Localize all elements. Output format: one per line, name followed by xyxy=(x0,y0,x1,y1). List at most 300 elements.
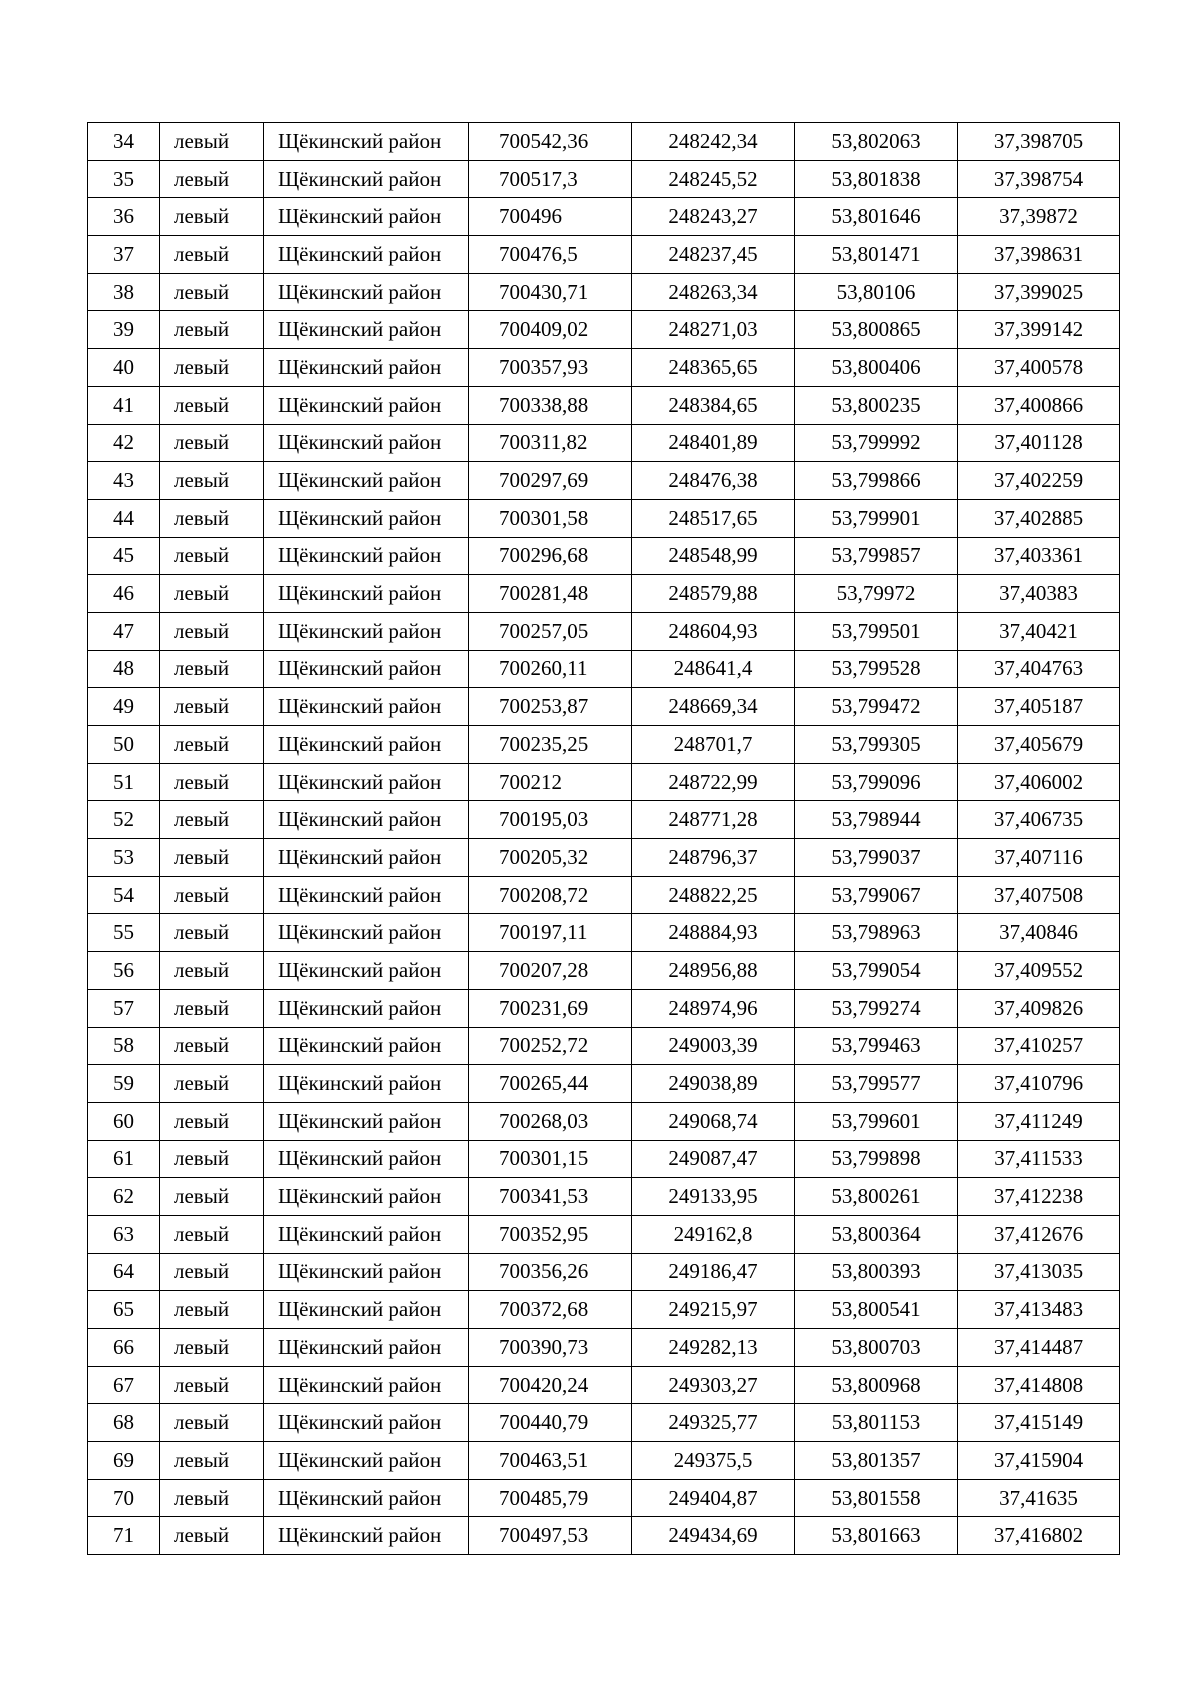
table-row xyxy=(88,160,1120,198)
y-coordinate-cell: 248237,45 xyxy=(632,236,795,274)
coordinates-table xyxy=(87,122,1120,1555)
district-cell: Щёкинский район xyxy=(264,952,469,990)
y-coordinate-cell: 249133,95 xyxy=(632,1178,795,1216)
y-coordinate-cell: 249215,97 xyxy=(632,1291,795,1329)
point-number-cell: 65 xyxy=(88,1291,160,1329)
bank-side-cell: левый xyxy=(160,537,264,575)
y-coordinate-cell: 248669,34 xyxy=(632,688,795,726)
table-row xyxy=(88,1215,1120,1253)
y-coordinate-cell: 248974,96 xyxy=(632,989,795,1027)
longitude-cell: 37,411249 xyxy=(958,1102,1120,1140)
table-row xyxy=(88,1253,1120,1291)
x-coordinate-cell: 700208,72 xyxy=(469,876,632,914)
bank-side-cell: левый xyxy=(160,989,264,1027)
longitude-cell: 37,398705 xyxy=(958,123,1120,161)
point-number-cell: 34 xyxy=(88,123,160,161)
latitude-cell: 53,799054 xyxy=(795,952,958,990)
longitude-cell: 37,402259 xyxy=(958,462,1120,500)
latitude-cell: 53,799901 xyxy=(795,499,958,537)
point-number-cell: 70 xyxy=(88,1479,160,1517)
x-coordinate-cell: 700311,82 xyxy=(469,424,632,462)
longitude-cell: 37,398631 xyxy=(958,236,1120,274)
table-row xyxy=(88,1065,1120,1103)
bank-side-cell: левый xyxy=(160,1442,264,1480)
district-cell: Щёкинский район xyxy=(264,612,469,650)
x-coordinate-cell: 700485,79 xyxy=(469,1479,632,1517)
longitude-cell: 37,398754 xyxy=(958,160,1120,198)
x-coordinate-cell: 700497,53 xyxy=(469,1517,632,1555)
y-coordinate-cell: 249404,87 xyxy=(632,1479,795,1517)
x-coordinate-cell: 700301,58 xyxy=(469,499,632,537)
bank-side-cell: левый xyxy=(160,424,264,462)
district-cell: Щёкинский район xyxy=(264,876,469,914)
bank-side-cell: левый xyxy=(160,198,264,236)
longitude-cell: 37,414808 xyxy=(958,1366,1120,1404)
bank-side-cell: левый xyxy=(160,1479,264,1517)
district-cell: Щёкинский район xyxy=(264,1215,469,1253)
longitude-cell: 37,403361 xyxy=(958,537,1120,575)
y-coordinate-cell: 249375,5 xyxy=(632,1442,795,1480)
point-number-cell: 39 xyxy=(88,311,160,349)
x-coordinate-cell: 700476,5 xyxy=(469,236,632,274)
district-cell: Щёкинский район xyxy=(264,763,469,801)
district-cell: Щёкинский район xyxy=(264,386,469,424)
district-cell: Щёкинский район xyxy=(264,236,469,274)
table-row xyxy=(88,349,1120,387)
y-coordinate-cell: 249325,77 xyxy=(632,1404,795,1442)
latitude-cell: 53,800364 xyxy=(795,1215,958,1253)
longitude-cell: 37,409552 xyxy=(958,952,1120,990)
table-row xyxy=(88,989,1120,1027)
latitude-cell: 53,799067 xyxy=(795,876,958,914)
longitude-cell: 37,41635 xyxy=(958,1479,1120,1517)
longitude-cell: 37,404763 xyxy=(958,650,1120,688)
district-cell: Щёкинский район xyxy=(264,1404,469,1442)
x-coordinate-cell: 700390,73 xyxy=(469,1329,632,1367)
district-cell: Щёкинский район xyxy=(264,198,469,236)
district-cell: Щёкинский район xyxy=(264,349,469,387)
point-number-cell: 66 xyxy=(88,1329,160,1367)
x-coordinate-cell: 700296,68 xyxy=(469,537,632,575)
x-coordinate-cell: 700257,05 xyxy=(469,612,632,650)
point-number-cell: 62 xyxy=(88,1178,160,1216)
point-number-cell: 37 xyxy=(88,236,160,274)
x-coordinate-cell: 700372,68 xyxy=(469,1291,632,1329)
point-number-cell: 52 xyxy=(88,801,160,839)
latitude-cell: 53,800235 xyxy=(795,386,958,424)
table-row xyxy=(88,688,1120,726)
district-cell: Щёкинский район xyxy=(264,989,469,1027)
point-number-cell: 49 xyxy=(88,688,160,726)
x-coordinate-cell: 700281,48 xyxy=(469,575,632,613)
district-cell: Щёкинский район xyxy=(264,688,469,726)
district-cell: Щёкинский район xyxy=(264,1442,469,1480)
longitude-cell: 37,406735 xyxy=(958,801,1120,839)
x-coordinate-cell: 700205,32 xyxy=(469,839,632,877)
point-number-cell: 48 xyxy=(88,650,160,688)
district-cell: Щёкинский район xyxy=(264,1253,469,1291)
latitude-cell: 53,799992 xyxy=(795,424,958,462)
x-coordinate-cell: 700430,71 xyxy=(469,273,632,311)
latitude-cell: 53,800968 xyxy=(795,1366,958,1404)
district-cell: Щёкинский район xyxy=(264,537,469,575)
x-coordinate-cell: 700231,69 xyxy=(469,989,632,1027)
x-coordinate-cell: 700542,36 xyxy=(469,123,632,161)
latitude-cell: 53,799274 xyxy=(795,989,958,1027)
y-coordinate-cell: 248548,99 xyxy=(632,537,795,575)
bank-side-cell: левый xyxy=(160,726,264,764)
point-number-cell: 56 xyxy=(88,952,160,990)
y-coordinate-cell: 248604,93 xyxy=(632,612,795,650)
longitude-cell: 37,414487 xyxy=(958,1329,1120,1367)
longitude-cell: 37,399142 xyxy=(958,311,1120,349)
longitude-cell: 37,39872 xyxy=(958,198,1120,236)
table-row xyxy=(88,650,1120,688)
table-row xyxy=(88,914,1120,952)
table-row xyxy=(88,575,1120,613)
point-number-cell: 36 xyxy=(88,198,160,236)
x-coordinate-cell: 700409,02 xyxy=(469,311,632,349)
y-coordinate-cell: 248701,7 xyxy=(632,726,795,764)
table-row xyxy=(88,1366,1120,1404)
latitude-cell: 53,801558 xyxy=(795,1479,958,1517)
x-coordinate-cell: 700253,87 xyxy=(469,688,632,726)
longitude-cell: 37,401128 xyxy=(958,424,1120,462)
point-number-cell: 64 xyxy=(88,1253,160,1291)
table-row xyxy=(88,876,1120,914)
bank-side-cell: левый xyxy=(160,1366,264,1404)
table-row xyxy=(88,462,1120,500)
x-coordinate-cell: 700260,11 xyxy=(469,650,632,688)
district-cell: Щёкинский район xyxy=(264,123,469,161)
district-cell: Щёкинский район xyxy=(264,273,469,311)
latitude-cell: 53,799305 xyxy=(795,726,958,764)
table-row xyxy=(88,1140,1120,1178)
bank-side-cell: левый xyxy=(160,311,264,349)
bank-side-cell: левый xyxy=(160,1140,264,1178)
district-cell: Щёкинский район xyxy=(264,1366,469,1404)
bank-side-cell: левый xyxy=(160,499,264,537)
district-cell: Щёкинский район xyxy=(264,499,469,537)
point-number-cell: 47 xyxy=(88,612,160,650)
point-number-cell: 43 xyxy=(88,462,160,500)
district-cell: Щёкинский район xyxy=(264,914,469,952)
y-coordinate-cell: 249162,8 xyxy=(632,1215,795,1253)
latitude-cell: 53,799096 xyxy=(795,763,958,801)
bank-side-cell: левый xyxy=(160,1329,264,1367)
y-coordinate-cell: 249087,47 xyxy=(632,1140,795,1178)
bank-side-cell: левый xyxy=(160,650,264,688)
y-coordinate-cell: 248401,89 xyxy=(632,424,795,462)
latitude-cell: 53,799866 xyxy=(795,462,958,500)
latitude-cell: 53,799463 xyxy=(795,1027,958,1065)
latitude-cell: 53,799898 xyxy=(795,1140,958,1178)
x-coordinate-cell: 700338,88 xyxy=(469,386,632,424)
x-coordinate-cell: 700341,53 xyxy=(469,1178,632,1216)
latitude-cell: 53,800541 xyxy=(795,1291,958,1329)
point-number-cell: 35 xyxy=(88,160,160,198)
point-number-cell: 67 xyxy=(88,1366,160,1404)
y-coordinate-cell: 248384,65 xyxy=(632,386,795,424)
longitude-cell: 37,412238 xyxy=(958,1178,1120,1216)
x-coordinate-cell: 700440,79 xyxy=(469,1404,632,1442)
table-row xyxy=(88,1329,1120,1367)
latitude-cell: 53,801663 xyxy=(795,1517,958,1555)
y-coordinate-cell: 248771,28 xyxy=(632,801,795,839)
bank-side-cell: левый xyxy=(160,1027,264,1065)
district-cell: Щёкинский район xyxy=(264,1178,469,1216)
latitude-cell: 53,801838 xyxy=(795,160,958,198)
y-coordinate-cell: 248242,34 xyxy=(632,123,795,161)
bank-side-cell: левый xyxy=(160,1404,264,1442)
y-coordinate-cell: 249303,27 xyxy=(632,1366,795,1404)
point-number-cell: 40 xyxy=(88,349,160,387)
table-row xyxy=(88,839,1120,877)
longitude-cell: 37,40383 xyxy=(958,575,1120,613)
bank-side-cell: левый xyxy=(160,462,264,500)
point-number-cell: 46 xyxy=(88,575,160,613)
latitude-cell: 53,799528 xyxy=(795,650,958,688)
x-coordinate-cell: 700463,51 xyxy=(469,1442,632,1480)
table-row xyxy=(88,1442,1120,1480)
longitude-cell: 37,412676 xyxy=(958,1215,1120,1253)
y-coordinate-cell: 248517,65 xyxy=(632,499,795,537)
table-row xyxy=(88,612,1120,650)
district-cell: Щёкинский район xyxy=(264,1517,469,1555)
bank-side-cell: левый xyxy=(160,612,264,650)
district-cell: Щёкинский район xyxy=(264,575,469,613)
y-coordinate-cell: 248476,38 xyxy=(632,462,795,500)
bank-side-cell: левый xyxy=(160,273,264,311)
bank-side-cell: левый xyxy=(160,876,264,914)
x-coordinate-cell: 700235,25 xyxy=(469,726,632,764)
table-row xyxy=(88,386,1120,424)
district-cell: Щёкинский район xyxy=(264,726,469,764)
longitude-cell: 37,415149 xyxy=(958,1404,1120,1442)
table-row xyxy=(88,763,1120,801)
longitude-cell: 37,413483 xyxy=(958,1291,1120,1329)
longitude-cell: 37,407508 xyxy=(958,876,1120,914)
bank-side-cell: левый xyxy=(160,349,264,387)
latitude-cell: 53,799577 xyxy=(795,1065,958,1103)
longitude-cell: 37,410796 xyxy=(958,1065,1120,1103)
table-row xyxy=(88,801,1120,839)
point-number-cell: 71 xyxy=(88,1517,160,1555)
district-cell: Щёкинский район xyxy=(264,801,469,839)
y-coordinate-cell: 248579,88 xyxy=(632,575,795,613)
y-coordinate-cell: 248243,27 xyxy=(632,198,795,236)
latitude-cell: 53,799037 xyxy=(795,839,958,877)
bank-side-cell: левый xyxy=(160,1291,264,1329)
longitude-cell: 37,411533 xyxy=(958,1140,1120,1178)
bank-side-cell: левый xyxy=(160,1253,264,1291)
point-number-cell: 69 xyxy=(88,1442,160,1480)
point-number-cell: 68 xyxy=(88,1404,160,1442)
bank-side-cell: левый xyxy=(160,952,264,990)
x-coordinate-cell: 700265,44 xyxy=(469,1065,632,1103)
table-body xyxy=(88,123,1120,1555)
longitude-cell: 37,407116 xyxy=(958,839,1120,877)
point-number-cell: 63 xyxy=(88,1215,160,1253)
x-coordinate-cell: 700297,69 xyxy=(469,462,632,500)
district-cell: Щёкинский район xyxy=(264,1102,469,1140)
latitude-cell: 53,800261 xyxy=(795,1178,958,1216)
latitude-cell: 53,79972 xyxy=(795,575,958,613)
latitude-cell: 53,80106 xyxy=(795,273,958,311)
y-coordinate-cell: 248365,65 xyxy=(632,349,795,387)
latitude-cell: 53,800865 xyxy=(795,311,958,349)
y-coordinate-cell: 249003,39 xyxy=(632,1027,795,1065)
y-coordinate-cell: 249282,13 xyxy=(632,1329,795,1367)
district-cell: Щёкинский район xyxy=(264,160,469,198)
bank-side-cell: левый xyxy=(160,1215,264,1253)
bank-side-cell: левый xyxy=(160,575,264,613)
bank-side-cell: левый xyxy=(160,160,264,198)
bank-side-cell: левый xyxy=(160,236,264,274)
district-cell: Щёкинский район xyxy=(264,1329,469,1367)
longitude-cell: 37,416802 xyxy=(958,1517,1120,1555)
y-coordinate-cell: 248722,99 xyxy=(632,763,795,801)
longitude-cell: 37,410257 xyxy=(958,1027,1120,1065)
longitude-cell: 37,406002 xyxy=(958,763,1120,801)
y-coordinate-cell: 248641,4 xyxy=(632,650,795,688)
point-number-cell: 38 xyxy=(88,273,160,311)
point-number-cell: 60 xyxy=(88,1102,160,1140)
y-coordinate-cell: 248263,34 xyxy=(632,273,795,311)
bank-side-cell: левый xyxy=(160,1517,264,1555)
y-coordinate-cell: 249038,89 xyxy=(632,1065,795,1103)
x-coordinate-cell: 700356,26 xyxy=(469,1253,632,1291)
table-row xyxy=(88,123,1120,161)
bank-side-cell: левый xyxy=(160,1102,264,1140)
table-row xyxy=(88,1178,1120,1216)
x-coordinate-cell: 700517,3 xyxy=(469,160,632,198)
point-number-cell: 59 xyxy=(88,1065,160,1103)
table-row xyxy=(88,198,1120,236)
x-coordinate-cell: 700207,28 xyxy=(469,952,632,990)
point-number-cell: 51 xyxy=(88,763,160,801)
table-row xyxy=(88,236,1120,274)
longitude-cell: 37,405679 xyxy=(958,726,1120,764)
longitude-cell: 37,40421 xyxy=(958,612,1120,650)
table-row xyxy=(88,1479,1120,1517)
y-coordinate-cell: 249434,69 xyxy=(632,1517,795,1555)
table-row xyxy=(88,1102,1120,1140)
bank-side-cell: левый xyxy=(160,801,264,839)
bank-side-cell: левый xyxy=(160,1178,264,1216)
y-coordinate-cell: 248956,88 xyxy=(632,952,795,990)
district-cell: Щёкинский район xyxy=(264,1027,469,1065)
longitude-cell: 37,399025 xyxy=(958,273,1120,311)
district-cell: Щёкинский район xyxy=(264,311,469,349)
x-coordinate-cell: 700420,24 xyxy=(469,1366,632,1404)
point-number-cell: 57 xyxy=(88,989,160,1027)
latitude-cell: 53,801646 xyxy=(795,198,958,236)
district-cell: Щёкинский район xyxy=(264,1479,469,1517)
latitude-cell: 53,801357 xyxy=(795,1442,958,1480)
district-cell: Щёкинский район xyxy=(264,1065,469,1103)
table-row xyxy=(88,1027,1120,1065)
y-coordinate-cell: 249186,47 xyxy=(632,1253,795,1291)
latitude-cell: 53,799601 xyxy=(795,1102,958,1140)
longitude-cell: 37,409826 xyxy=(958,989,1120,1027)
y-coordinate-cell: 248884,93 xyxy=(632,914,795,952)
latitude-cell: 53,798963 xyxy=(795,914,958,952)
x-coordinate-cell: 700352,95 xyxy=(469,1215,632,1253)
y-coordinate-cell: 248271,03 xyxy=(632,311,795,349)
y-coordinate-cell: 248245,52 xyxy=(632,160,795,198)
table-row xyxy=(88,1291,1120,1329)
y-coordinate-cell: 248822,25 xyxy=(632,876,795,914)
y-coordinate-cell: 249068,74 xyxy=(632,1102,795,1140)
district-cell: Щёкинский район xyxy=(264,650,469,688)
latitude-cell: 53,800393 xyxy=(795,1253,958,1291)
bank-side-cell: левый xyxy=(160,763,264,801)
point-number-cell: 61 xyxy=(88,1140,160,1178)
point-number-cell: 41 xyxy=(88,386,160,424)
latitude-cell: 53,802063 xyxy=(795,123,958,161)
point-number-cell: 50 xyxy=(88,726,160,764)
x-coordinate-cell: 700197,11 xyxy=(469,914,632,952)
longitude-cell: 37,400578 xyxy=(958,349,1120,387)
table-row xyxy=(88,726,1120,764)
latitude-cell: 53,798944 xyxy=(795,801,958,839)
point-number-cell: 44 xyxy=(88,499,160,537)
longitude-cell: 37,413035 xyxy=(958,1253,1120,1291)
bank-side-cell: левый xyxy=(160,1065,264,1103)
point-number-cell: 55 xyxy=(88,914,160,952)
longitude-cell: 37,415904 xyxy=(958,1442,1120,1480)
point-number-cell: 54 xyxy=(88,876,160,914)
latitude-cell: 53,800406 xyxy=(795,349,958,387)
district-cell: Щёкинский район xyxy=(264,1291,469,1329)
bank-side-cell: левый xyxy=(160,839,264,877)
x-coordinate-cell: 700496 xyxy=(469,198,632,236)
x-coordinate-cell: 700195,03 xyxy=(469,801,632,839)
y-coordinate-cell: 248796,37 xyxy=(632,839,795,877)
latitude-cell: 53,799857 xyxy=(795,537,958,575)
bank-side-cell: левый xyxy=(160,914,264,952)
bank-side-cell: левый xyxy=(160,386,264,424)
table-row xyxy=(88,273,1120,311)
latitude-cell: 53,800703 xyxy=(795,1329,958,1367)
district-cell: Щёкинский район xyxy=(264,424,469,462)
x-coordinate-cell: 700357,93 xyxy=(469,349,632,387)
longitude-cell: 37,405187 xyxy=(958,688,1120,726)
table-row xyxy=(88,424,1120,462)
table-row xyxy=(88,952,1120,990)
longitude-cell: 37,402885 xyxy=(958,499,1120,537)
x-coordinate-cell: 700252,72 xyxy=(469,1027,632,1065)
longitude-cell: 37,400866 xyxy=(958,386,1120,424)
table-row xyxy=(88,1517,1120,1555)
table-row xyxy=(88,1404,1120,1442)
point-number-cell: 53 xyxy=(88,839,160,877)
bank-side-cell: левый xyxy=(160,123,264,161)
point-number-cell: 58 xyxy=(88,1027,160,1065)
x-coordinate-cell: 700212 xyxy=(469,763,632,801)
point-number-cell: 45 xyxy=(88,537,160,575)
point-number-cell: 42 xyxy=(88,424,160,462)
district-cell: Щёкинский район xyxy=(264,839,469,877)
bank-side-cell: левый xyxy=(160,688,264,726)
latitude-cell: 53,801471 xyxy=(795,236,958,274)
latitude-cell: 53,799501 xyxy=(795,612,958,650)
table-row xyxy=(88,499,1120,537)
x-coordinate-cell: 700268,03 xyxy=(469,1102,632,1140)
table-row xyxy=(88,537,1120,575)
x-coordinate-cell: 700301,15 xyxy=(469,1140,632,1178)
